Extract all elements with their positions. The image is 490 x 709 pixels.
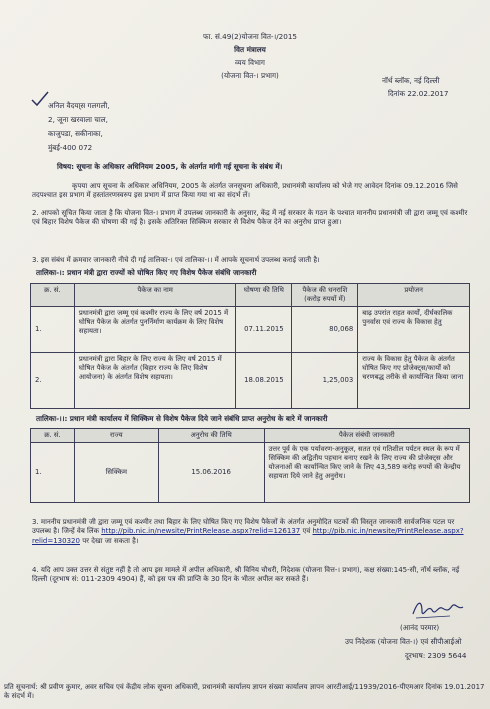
copy-to-note: प्रति सूचनार्थ: श्री प्रवीण कुमार, अवर सचिव एवं केंद्रीय लोक सूचना अधिकारी, प्रधानमंत्री कार्यालय ज्ञापन संख्या कार्यालय ज्ञापन आरटीआई/11939/2016-पीएमआर दिनांक 19.01.2017 के संदर्भ में। bbox=[4, 683, 485, 701]
column-header: प्रयोजन bbox=[358, 284, 470, 307]
division-name: (योजना वित-। प्रभाग) bbox=[221, 71, 279, 80]
column-header: राज्य bbox=[74, 429, 158, 443]
signatory-phone: दूरभाष: 2309 5644 bbox=[405, 651, 467, 660]
pib-link-1[interactable]: http://pib.nic.in/newsite/PrintRelease.aspx?relid=126137 bbox=[101, 527, 301, 536]
check-mark-icon bbox=[30, 90, 50, 108]
subject-line: विषय: सूचना के अधिकार अधिनियम 2005, के अंतर्गत मांगी गई सूचना के संबंध में। bbox=[57, 162, 283, 171]
table1-caption: तालिका-।: प्रधान मंत्री द्वारा राज्यों को घोषित किए गए विशेष पैकेज संबंधि जानकारी bbox=[36, 268, 257, 277]
column-header: घोषणा की तिथि bbox=[236, 284, 292, 307]
table-row bbox=[31, 307, 470, 353]
purpose-cell: राज्य के विकास हेतु पैकेज के अंतर्गत घोषित किए गए प्रोजेक्ट्स/कार्यों को चरणबद्ध तरीके से कार्यान्वित किया जाना bbox=[358, 353, 470, 409]
table-header-row bbox=[31, 284, 470, 307]
package-name-cell: प्रधानमंत्री द्वारा जम्मू एवं कश्मीर राज्य के लिए वर्ष 2015 में घोषित पैकेज के अंतर्गत पुनर्निर्माण कार्यक्रम के लिए विशेष सहायता। bbox=[74, 307, 236, 353]
recipient-address-line1: 2, जूना खरवाला चाल, bbox=[48, 115, 108, 124]
request-table bbox=[30, 428, 470, 503]
signatory-name: (आनंद परमार) bbox=[400, 623, 440, 632]
column-header: क्र. सं. bbox=[31, 284, 75, 307]
table-row bbox=[31, 353, 470, 409]
links-intro-text: 3. माननीय प्रधानमंत्री जी द्वारा जम्मू एवं कश्मीर तथा बिहार के लिए घोषित किए गए विशेष पैकेजों के अंतर्गत अनुमोदित घटकों की विस्तृत जानकारी सार्वजनिक पटल पर उपलब्ध है। जिन्हें वेब लिंक bbox=[32, 518, 455, 536]
purpose-cell: बाढ़ उपरांत राहत कार्यों, दीर्घकालिक पुनर्वास एवं राज्य के विकास हेतु bbox=[358, 307, 470, 353]
announcement-date-cell: 07.11.2015 bbox=[236, 307, 292, 353]
handwritten-signature bbox=[410, 596, 466, 622]
links-conjunction: एवं bbox=[302, 527, 311, 536]
column-header: पैकेज संबंधी जानकारी bbox=[264, 429, 469, 443]
table-row bbox=[31, 443, 470, 503]
amount-cell: 80,068 bbox=[292, 307, 358, 353]
signatory-designation: उप निदेशक (योजना वित-।) एवं सीपीआईओ bbox=[345, 637, 462, 646]
paragraph-links bbox=[32, 518, 472, 546]
column-header: क्र. सं. bbox=[31, 429, 75, 443]
amount-cell: 1,25,003 bbox=[292, 353, 358, 409]
serial-number-cell: 1. bbox=[31, 443, 75, 503]
announcement-date-cell: 18.08.2015 bbox=[236, 353, 292, 409]
links-outro-text: पर देखा जा सकता है। bbox=[82, 536, 139, 545]
department-name: व्यय विभाग bbox=[235, 58, 265, 67]
place-line: नॉर्थ ब्लॉक, नई दिल्ली bbox=[382, 76, 440, 85]
ministry-name: वित मंत्रालय bbox=[234, 45, 266, 54]
recipient-address-line2: काजुपडा, सकीनाका, bbox=[48, 129, 103, 138]
file-number: फा. सं.49(2)योजना वित-।/2015 bbox=[203, 32, 297, 41]
packages-table bbox=[30, 283, 470, 409]
table-header-row bbox=[31, 429, 470, 443]
serial-number-cell: 1. bbox=[31, 307, 75, 353]
column-header: पैकेज का नाम bbox=[74, 284, 236, 307]
paragraph-3: 3. इस संबंध में क्रमवार जानकारी नीचे दी गई तालिका-। एवं तालिका-।। में आपके सूचनार्थ उपलब्ध कराई जाती है। bbox=[32, 256, 320, 264]
pib-link-2[interactable]: http://pib.nic.in/newsite/PrintRelease.aspx?relid=130320 bbox=[32, 527, 464, 545]
column-header: अनुरोध की तिथि bbox=[158, 429, 264, 443]
state-cell: सिक्किम bbox=[74, 443, 158, 503]
appeal-paragraph: 4. यदि आप उक्त उत्तर से संतुष्ट नहीं है तो आप इस मामले में अपील अधिकारी, श्री विनिय चौधरी, निदेशक (योजना वित्त-। प्रभाग), कक्ष संख्या:145-सी, नॉर्थ ब्लॉक, नई दिल्ली (दूरभाष सं: 011-2309 4904) हैं, को इस पत्र की प्राप्ति के 30 दिन के भीतर अपील कर सकते हैं। bbox=[32, 566, 460, 584]
serial-number-cell: 2. bbox=[31, 353, 75, 409]
column-header: पैकेज की धनराशि (करोड़ रुपयों में) bbox=[292, 284, 358, 307]
package-info-cell: उत्तर पूर्व के एक पर्यावरण-अनुकूल, सतत एवं गतिशील पर्यटन स्थल के रूप में सिक्किम की अद्वितीय पहचान बनाए रखने के लिए राज्य की प्रोजेक्ट्स और योजनाओं की कार्यान्वित किए जाने के लिए 43,589 करोड़ रुपयों की केन्द्रीय सहायता दिये जाने हेतु अनुरोध। bbox=[264, 443, 469, 503]
paragraph-2: 2. आपको सूचित किया जाता है कि योजना वित-। प्रभाग में उपलब्ध जानकारी के अनुसार, केंद्र में नई सरकार के गठन के पश्चात माननीय प्रधानमंत्री जी द्वारा जम्मू एवं कश्मीर एवं बिहार विशेष पैकेज की घोषणा की गई है। इसके अतिरिक्त सिक्किम सरकार से विशेष पैकेज देने का अनुरोध प्राप्त हुआ। bbox=[32, 209, 468, 227]
recipient-address-line3: मुंबई-400 072 bbox=[48, 143, 93, 152]
paragraph-1: कृपया आप सूचना के अधिकार अधिनियम, 2005 के अंतर्गत जनसूचना अधिकारी, प्रधानमंत्री कार्यालय को भेजे गए आवेदन दिनांक 09.12.2016 जिसे तदपश्चात इस प्रभाग में हस्तांतरणस्वरुप इस प्रभाग में प्राप्त किया गया था का संदर्भ लें। bbox=[32, 182, 458, 200]
table2-caption: तालिका-।।: प्रधान मंत्री कार्यालय में सिक्किम से विशेष पैकेज दिये जाने संबंधि प्राप्त अनुरोध के बारे में जानकारी bbox=[36, 414, 328, 423]
recipient-name: अनिल वैदया्स गलगली, bbox=[48, 101, 110, 110]
request-date-cell: 15.06.2016 bbox=[158, 443, 264, 503]
letter-date: दिनांक 22.02.2017 bbox=[388, 89, 449, 98]
package-name-cell: प्रधानमंत्री द्वारा बिहार के लिए राज्य के लिए वर्ष 2015 में घोषित पैकेज के अंतर्गत (बिहार राज्य के लिए विशेष आयोजना) के अंतर्गत विशेष सहायता। bbox=[74, 353, 236, 409]
